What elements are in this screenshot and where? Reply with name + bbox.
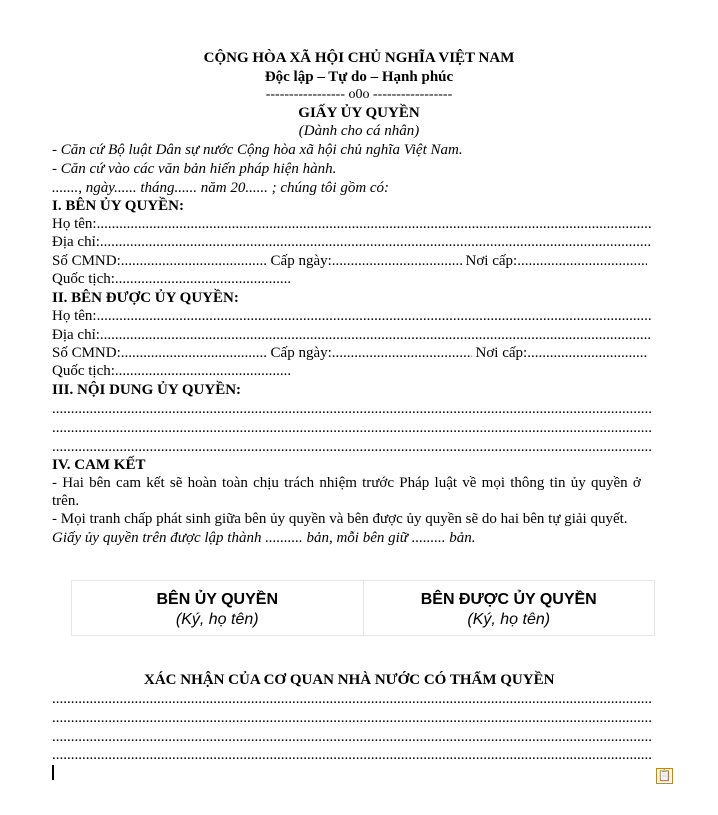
grantee-id-label: Số CMND: <box>52 345 121 361</box>
fill-dots <box>52 709 652 727</box>
fill-dots <box>527 344 647 362</box>
confirmation-heading: XÁC NHẬN CỦA CƠ QUAN NHÀ NƯỚC CÓ THẨM QUYỀN <box>144 672 555 688</box>
grantor-issue-date-label: Cấp ngày: <box>270 253 332 269</box>
signature-table <box>71 580 655 636</box>
grantee-issue-place-label: Nơi cấp: <box>475 345 528 361</box>
legal-basis-2: - Căn cứ vào các văn bản hiến pháp hiện hành. <box>52 161 337 177</box>
grantor-signature-title: BÊN ỦY QUYỀN <box>156 591 278 608</box>
legal-basis-1 <box>52 141 463 159</box>
fill-dots <box>100 233 652 251</box>
grantor-name-field[interactable] <box>52 215 652 233</box>
section-4-heading: IV. CAM KẾT <box>52 457 146 473</box>
national-title: CỘNG HÒA XÃ HỘI CHỦ NGHĨA VIỆT NAM <box>203 50 515 66</box>
grantor-nationality-field[interactable] <box>52 270 652 288</box>
fill-dots <box>121 252 267 270</box>
fill-dots <box>332 252 462 270</box>
fill-dots <box>52 746 652 764</box>
grantee-address-label: Địa chỉ: <box>52 327 100 343</box>
fill-dots <box>121 344 267 362</box>
content-line[interactable] <box>52 438 652 456</box>
grantee-signature-cell[interactable] <box>363 581 655 635</box>
grantor-issue-place-label: Nơi cấp: <box>465 253 518 269</box>
clipboard-icon[interactable]: 📋 <box>657 769 672 782</box>
fill-dots <box>52 728 652 746</box>
fill-dots <box>100 326 652 344</box>
grantor-nationality-label: Quốc tịch: <box>52 271 115 287</box>
legal-basis-1-prefix: - Căn cứ <box>52 142 109 158</box>
document-title: GIẤY ỦY QUYỀN <box>298 105 420 121</box>
grantor-address-label: Địa chỉ: <box>52 234 100 250</box>
confirmation-line[interactable] <box>52 709 652 727</box>
date-line: ......., ngày...... tháng...... năm 20...... ; chúng tôi gồm có: <box>52 180 390 196</box>
fill-dots <box>97 215 652 233</box>
legal-basis-1-law: Bộ luật Dân sự nước Cộng hòa xã hội chủ nghĩa Việt Nam. <box>108 142 463 158</box>
grantee-nationality-field[interactable] <box>52 362 652 380</box>
commitment-2: - Mọi tranh chấp phát sinh giữa bên ủy quyền và bên được ủy quyền sẽ do hai bên tự giải quyết. <box>52 511 628 527</box>
grantee-signature-title: BÊN ĐƯỢC ỦY QUYỀN <box>420 591 597 608</box>
confirmation-line[interactable] <box>52 728 652 746</box>
grantee-signature-hint: (Ký, họ tên) <box>467 611 551 628</box>
section-1-heading: I. BÊN ỦY QUYỀN: <box>52 198 184 214</box>
fill-dots <box>517 252 647 270</box>
fill-dots <box>115 270 291 288</box>
text-cursor <box>52 765 54 780</box>
grantee-issue-date-label: Cấp ngày: <box>270 345 332 361</box>
fill-dots <box>332 344 472 362</box>
fill-dots <box>52 400 652 418</box>
motto: Độc lập – Tự do – Hạnh phúc <box>264 69 454 85</box>
commitment-1-cont: trên. <box>52 493 80 509</box>
grantee-nationality-label: Quốc tịch: <box>52 363 115 379</box>
confirmation-line[interactable] <box>52 690 652 708</box>
fill-dots <box>97 307 652 325</box>
grantor-id-label: Số CMND: <box>52 253 121 269</box>
grantee-id-row[interactable] <box>52 344 652 362</box>
grantee-name-label: Họ tên: <box>52 308 97 324</box>
grantee-name-field[interactable] <box>52 307 652 325</box>
document-subtitle: (Dành cho cá nhân) <box>298 123 420 139</box>
grantor-signature-hint: (Ký, họ tên) <box>175 611 259 628</box>
confirmation-line[interactable] <box>52 746 652 764</box>
fill-dots <box>52 438 652 456</box>
copies-statement: Giấy ủy quyền trên được lập thành .......... bản, mỗi bên giữ ......... bản. <box>52 530 476 546</box>
content-line[interactable] <box>52 419 652 437</box>
grantor-address-field[interactable] <box>52 233 652 251</box>
grantor-signature-cell[interactable] <box>72 581 363 635</box>
commitment-1: - Hai bên cam kết sẽ hoàn toàn chịu trách nhiệm trước Pháp luật về mọi thông tin ủy quyền ở <box>52 475 641 491</box>
section-2-heading: II. BÊN ĐƯỢC ỦY QUYỀN: <box>52 290 239 306</box>
grantee-address-field[interactable] <box>52 326 652 344</box>
grantor-name-label: Họ tên: <box>52 216 97 232</box>
separator: ----------------- o0o ----------------- <box>265 87 453 102</box>
section-3-heading: III. NỘI DUNG ỦY QUYỀN: <box>52 382 242 398</box>
fill-dots <box>52 690 652 708</box>
content-line[interactable] <box>52 400 652 418</box>
fill-dots <box>115 362 291 380</box>
grantor-id-row[interactable] <box>52 252 652 270</box>
fill-dots <box>52 419 652 437</box>
